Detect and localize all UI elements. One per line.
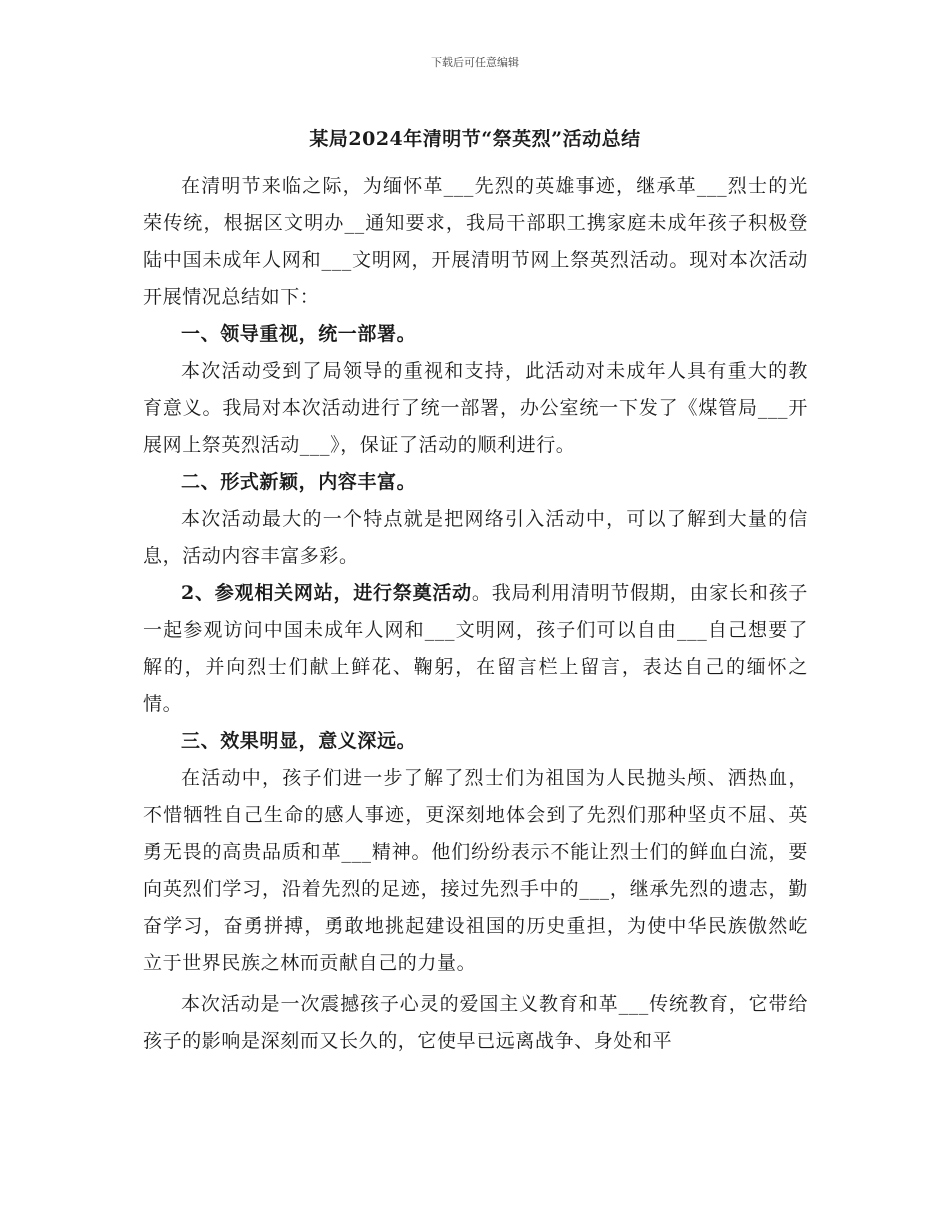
section-heading-1: 一、领导重视，统一部署。 (181, 323, 417, 345)
section-3-paragraph: 在活动中，孩子们进一步了解了烈士们为祖国为人民抛头颅、洒热血，不惜牺牲自己生命的感人事迹，更深刻地体会到了先烈们那种坚贞不屈、英勇无畏的高贵品质和革___精神。他们纷纷表示不能让烈士们的鲜血白流，要向英烈们学习，沿着先烈的足迹，接过先烈手中的___，继承先烈的遗志，勤奋学习，奋勇拼搏，勇敢地挑起建设祖国的历史重担，为使中华民族傲然屹立于世界民族之林而贡献自己的力量。 (143, 767, 808, 974)
intro-paragraph: 在清明节来临之际，为缅怀革___先烈的英雄事迹，继承革___烈士的光荣传统，根据区文明办__通知要求，我局干部职工携家庭未成年孩子积极登陆中国未成年人网和___文明网，开展清明节网上祭英烈活动。现对本次活动开展情况总结如下： (143, 175, 808, 308)
subpoint-body: 。我局利用清明节假期，由家长和孩子一起参观访问中国未成年人网和___文明网，孩子们可以自由___自己想要了解的，并向烈士们献上鲜花、鞠躬，在留言栏上留言，表达自己的缅怀之情。 (143, 582, 808, 715)
section-1-paragraph: 本次活动受到了局领导的重视和支持，此活动对未成年人具有重大的教育意义。我局对本次活动进行了统一部署，办公室统一下发了《煤管局___开展网上祭英烈活动___》，保证了活动的顺利进行。 (143, 360, 808, 456)
subpoint-lead-in: 2、参观相关网站，进行祭奠活动 (181, 582, 472, 604)
closing-paragraph: 本次活动是一次震撼孩子心灵的爱国主义教育和革___传统教育，它带给孩子的影响是深刻而又长久的，它使早已远离战争、身处和平 (143, 993, 808, 1052)
section-heading-2: 二、形式新颖，内容丰富。 (181, 471, 417, 493)
document-title: 某局2024年清明节“祭英烈”活动总结 (309, 128, 641, 150)
document-body (143, 168, 808, 1060)
page-header-note: 下载后可任意编辑 (431, 56, 519, 69)
section-2-subpoint-paragraph (143, 575, 808, 723)
section-heading-3: 三、效果明显，意义深远。 (181, 730, 417, 752)
section-2-paragraph: 本次活动最大的一个特点就是把网络引入活动中，可以了解到大量的信息，活动内容丰富多彩。 (143, 508, 808, 567)
